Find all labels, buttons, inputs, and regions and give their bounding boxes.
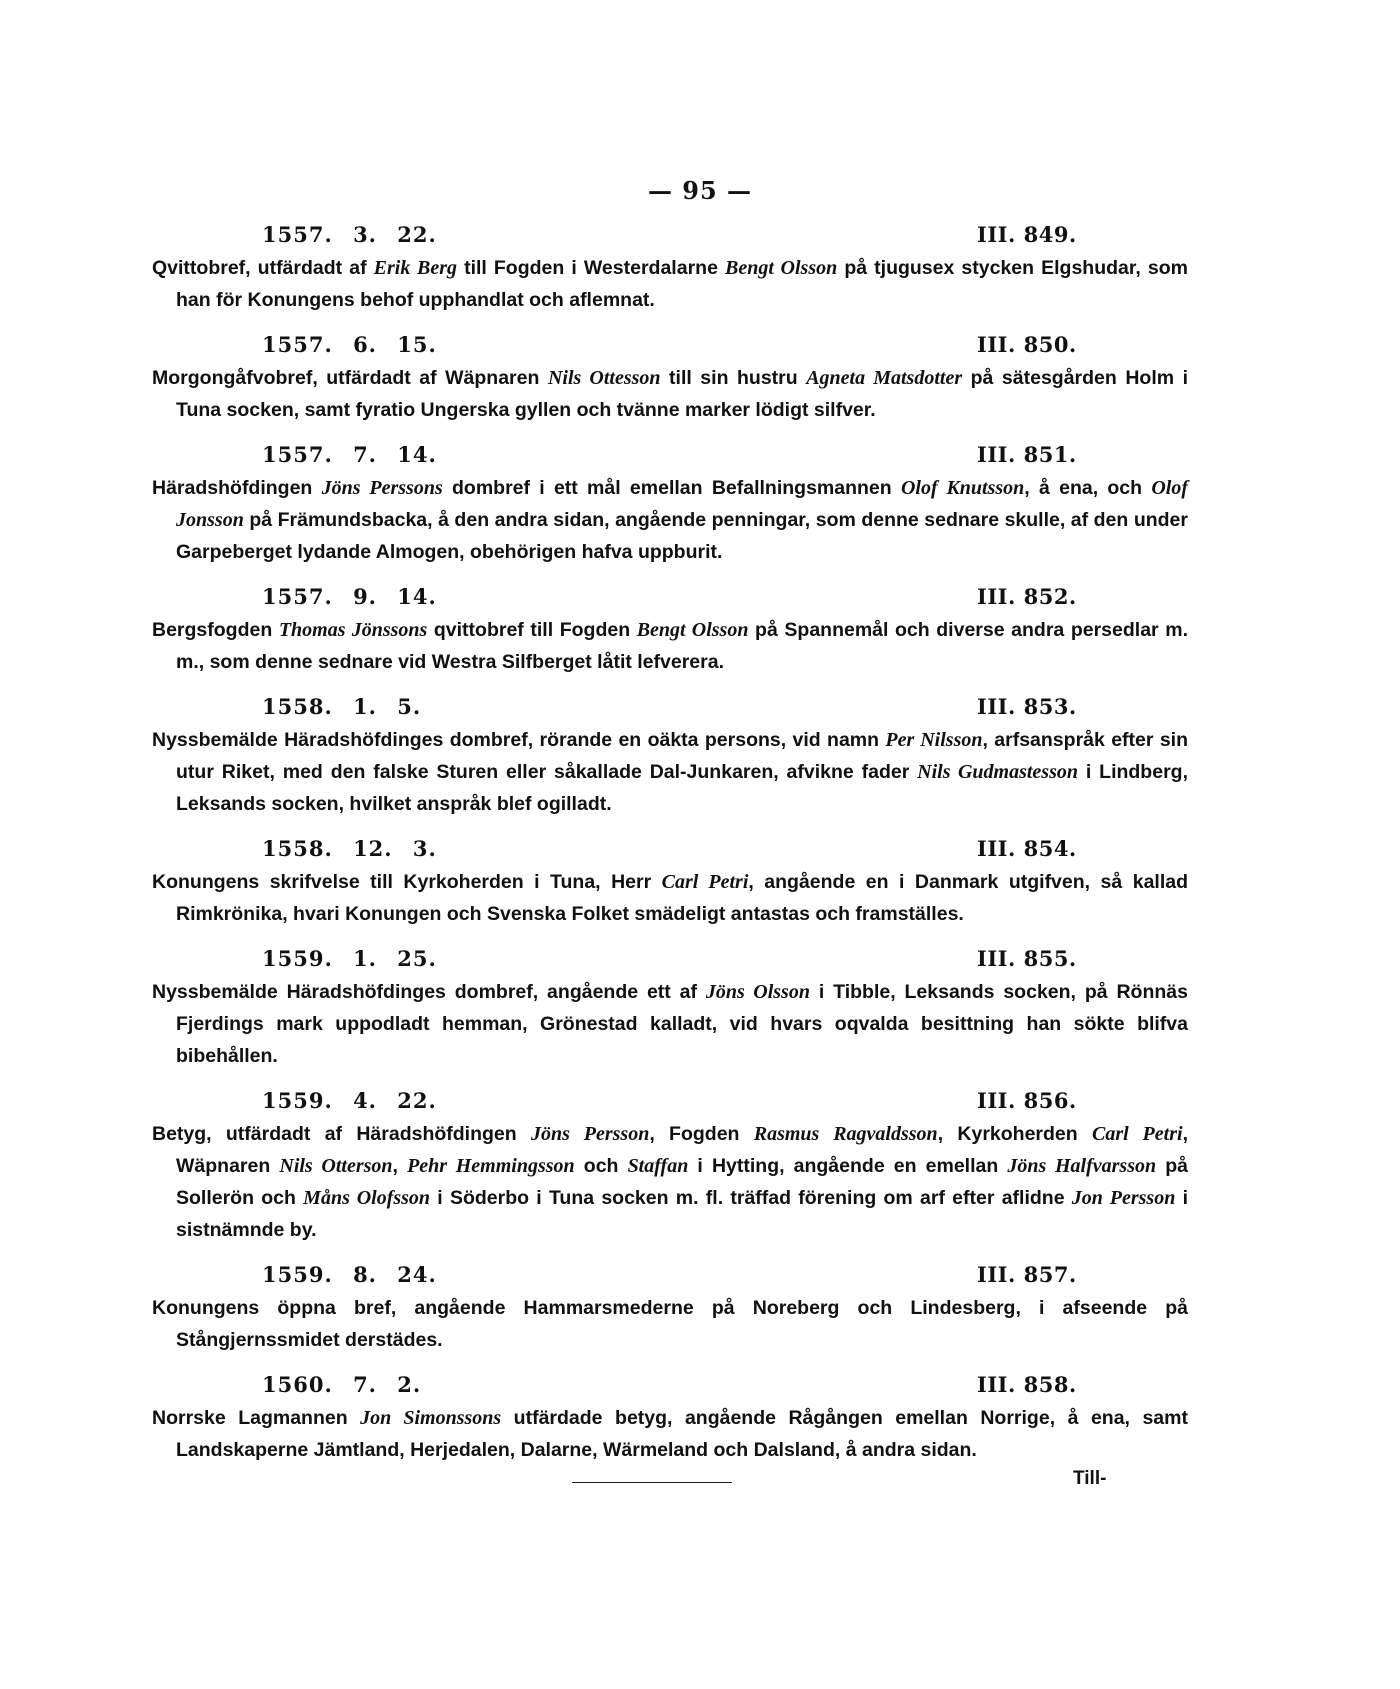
text-run: , å ena, och <box>1024 477 1152 499</box>
text-run: i sistnämnde by. <box>176 1187 1188 1241</box>
text-run: till sin hustru <box>660 367 807 389</box>
entry-number: III. 855. <box>977 946 1077 971</box>
entry-text <box>152 724 1188 820</box>
name-italic: Thomas Jönssons <box>278 619 428 641</box>
entry-date: 1557. 6. 15. <box>262 332 437 357</box>
text-run: , Wäpnaren <box>176 1123 1188 1177</box>
entry <box>152 440 1188 568</box>
name-italic: Bengt Olsson <box>725 257 838 279</box>
entry-date: 1559. 8. 24. <box>262 1262 437 1287</box>
text-run: på Sollerön och <box>176 1155 1188 1209</box>
name-italic: Nils Ottesson <box>547 367 661 389</box>
entry <box>152 692 1188 820</box>
entry-date: 1557. 3. 22. <box>262 222 437 247</box>
name-italic: Jöns Perssons <box>321 477 443 499</box>
entry-header <box>152 1370 1188 1402</box>
text-run: i Lindberg, Leksands socken, hvilket anspråk blef ogilladt. <box>176 761 1188 815</box>
text-run: Bergsfogden <box>152 619 279 641</box>
entry-header <box>152 1086 1188 1118</box>
name-italic: Jon Persson <box>1071 1187 1176 1209</box>
entry-text <box>152 362 1188 426</box>
text-run: , Fogden <box>649 1123 754 1145</box>
catchword: Till- <box>1073 1468 1107 1489</box>
entry-text <box>152 976 1188 1072</box>
entry-text <box>152 1402 1188 1466</box>
entry-text <box>152 614 1188 678</box>
name-italic: Carl Petri <box>661 871 749 893</box>
entry-header <box>152 440 1188 472</box>
text-run: , arfsanspråk efter sin utur Riket, med den falske Sturen eller såkallade Dal-Junkaren, afvikne fader <box>176 729 1189 783</box>
text-run: qvittobref till Fogden <box>427 619 637 641</box>
entry <box>152 330 1188 426</box>
entry-date: 1560. 7. 2. <box>262 1372 422 1397</box>
text-run: Nyssbemälde Häradshöfdinges dombref, rörande en oäkta persons, vid namn <box>152 729 886 751</box>
name-italic: Staffan <box>627 1155 689 1177</box>
entry-number: III. 858. <box>977 1372 1077 1397</box>
text-run: Konungens öppna bref, angående Hammarsmederne på Noreberg och Lindesberg, i afseende på Stångjernssmidet derstädes. <box>152 1297 1188 1351</box>
name-italic: Bengt Olsson <box>636 619 749 641</box>
text-run: , Kyrkoherden <box>937 1123 1092 1145</box>
entry-date: 1559. 1. 25. <box>262 946 437 971</box>
entry <box>152 1370 1188 1466</box>
name-italic: Carl Petri <box>1092 1123 1183 1145</box>
entry-text <box>152 472 1188 568</box>
name-italic: Agneta Matsdotter <box>806 367 963 389</box>
text-run: på tjugusex stycken Elgshudar, som han för Konungens behof upphandlat och aflemnat. <box>176 257 1188 311</box>
entry-number: III. 850. <box>977 332 1077 357</box>
entry-number: III. 849. <box>977 222 1077 247</box>
entry <box>152 1260 1188 1356</box>
name-italic: Nils Gudmastesson <box>917 761 1078 783</box>
entry-number: III. 856. <box>977 1088 1077 1113</box>
entry <box>152 1086 1188 1246</box>
text-run: till Fogden i Westerdalarne <box>457 257 725 279</box>
entry <box>152 944 1188 1072</box>
entry-number: III. 851. <box>977 442 1077 467</box>
entry-number: III. 853. <box>977 694 1077 719</box>
name-italic: Måns Olofsson <box>303 1187 431 1209</box>
entry-number: III. 857. <box>977 1262 1077 1287</box>
text-run: Morgongåfvobref, utfärdadt af Wäpnaren <box>152 367 548 389</box>
entry-number: III. 852. <box>977 584 1077 609</box>
entries-list <box>152 220 1188 1480</box>
text-run: och <box>574 1155 628 1177</box>
page-number: — 95 — <box>647 176 753 205</box>
entry-header <box>152 944 1188 976</box>
entry-header <box>152 582 1188 614</box>
text-run: i Hytting, angående en emellan <box>688 1155 1008 1177</box>
text-run: , angående en i Danmark utgifven, så kallad Rimkrönika, hvari Konungen och Svenska Folket smädeligt antastas och framställes. <box>176 871 1188 925</box>
name-italic: Pehr Hemmingsson <box>407 1155 575 1177</box>
text-run: Konungens skrifvelse till Kyrkoherden i Tuna, Herr <box>152 871 662 893</box>
name-italic: Olof Jonsson <box>176 477 1188 531</box>
entry-text <box>152 1118 1188 1246</box>
text-run: på sätesgården Holm i Tuna socken, samt fyratio Ungerska gyllen och tvänne marker lödigt silfver. <box>176 367 1189 421</box>
entry-text <box>152 1292 1188 1356</box>
entry-text <box>152 252 1188 316</box>
text-run: dombref i ett mål emellan Befallningsmannen <box>442 477 901 499</box>
entry <box>152 582 1188 678</box>
entry-header <box>152 330 1188 362</box>
entry <box>152 834 1188 930</box>
entry-header <box>152 692 1188 724</box>
entry-header <box>152 1260 1188 1292</box>
entry-header <box>152 220 1188 252</box>
entry-text <box>152 866 1188 930</box>
text-run: i Tibble, Leksands socken, på Rönnäs Fjerdings mark uppodladt hemman, Grönestad kalladt, vid hvars oqvalda besittning han sökte blifva bibehållen. <box>176 981 1188 1067</box>
text-run: , <box>392 1155 408 1177</box>
entry-date: 1558. 1. 5. <box>262 694 422 719</box>
text-run: Häradshöfdingen <box>152 477 322 499</box>
name-italic: Per Nilsson <box>885 729 983 751</box>
text-run: på Spannemål och diverse andra persedlar m. m., som denne sednare vid Westra Silfberget låtit lefverera. <box>176 619 1188 673</box>
text-run: Betyg, utfärdadt af Häradshöfdingen <box>152 1123 531 1145</box>
name-italic: Jöns Halfvarsson <box>1007 1155 1157 1177</box>
entry-date: 1557. 9. 14. <box>262 584 437 609</box>
name-italic: Nils Otterson <box>279 1155 393 1177</box>
text-run: Norrske Lagmannen <box>152 1407 361 1429</box>
name-italic: Rasmus Ragvaldsson <box>753 1123 938 1145</box>
entry-number: III. 854. <box>977 836 1077 861</box>
name-italic: Jöns Persson <box>530 1123 650 1145</box>
text-run: Nyssbemälde Häradshöfdinges dombref, angående ett af <box>152 981 706 1003</box>
entry <box>152 220 1188 316</box>
text-run: på Främundsbacka, å den andra sidan, angående penningar, som denne sednare skulle, af den under Garpeberget lydande Almogen, obehörigen hafva uppburit. <box>176 509 1188 563</box>
text-run: i Söderbo i Tuna socken m. fl. träffad förening om arf efter aflidne <box>430 1187 1072 1209</box>
name-italic: Jon Simonssons <box>360 1407 502 1429</box>
entry-date: 1559. 4. 22. <box>262 1088 437 1113</box>
entry-date: 1558. 12. 3. <box>262 836 437 861</box>
name-italic: Jöns Olsson <box>705 981 810 1003</box>
separator-rule <box>572 1482 732 1483</box>
entry-date: 1557. 7. 14. <box>262 442 437 467</box>
name-italic: Olof Knutsson <box>900 477 1025 499</box>
entry-header <box>152 834 1188 866</box>
text-run: Qvittobref, utfärdadt af <box>152 257 374 279</box>
text-run: utfärdade betyg, angående Rågången emellan Norrige, å ena, samt Landskaperne Jämtland, Herjedalen, Dalarne, Wärmeland och Dalsland, å andra sidan. <box>176 1407 1188 1461</box>
name-italic: Erik Berg <box>373 257 457 279</box>
